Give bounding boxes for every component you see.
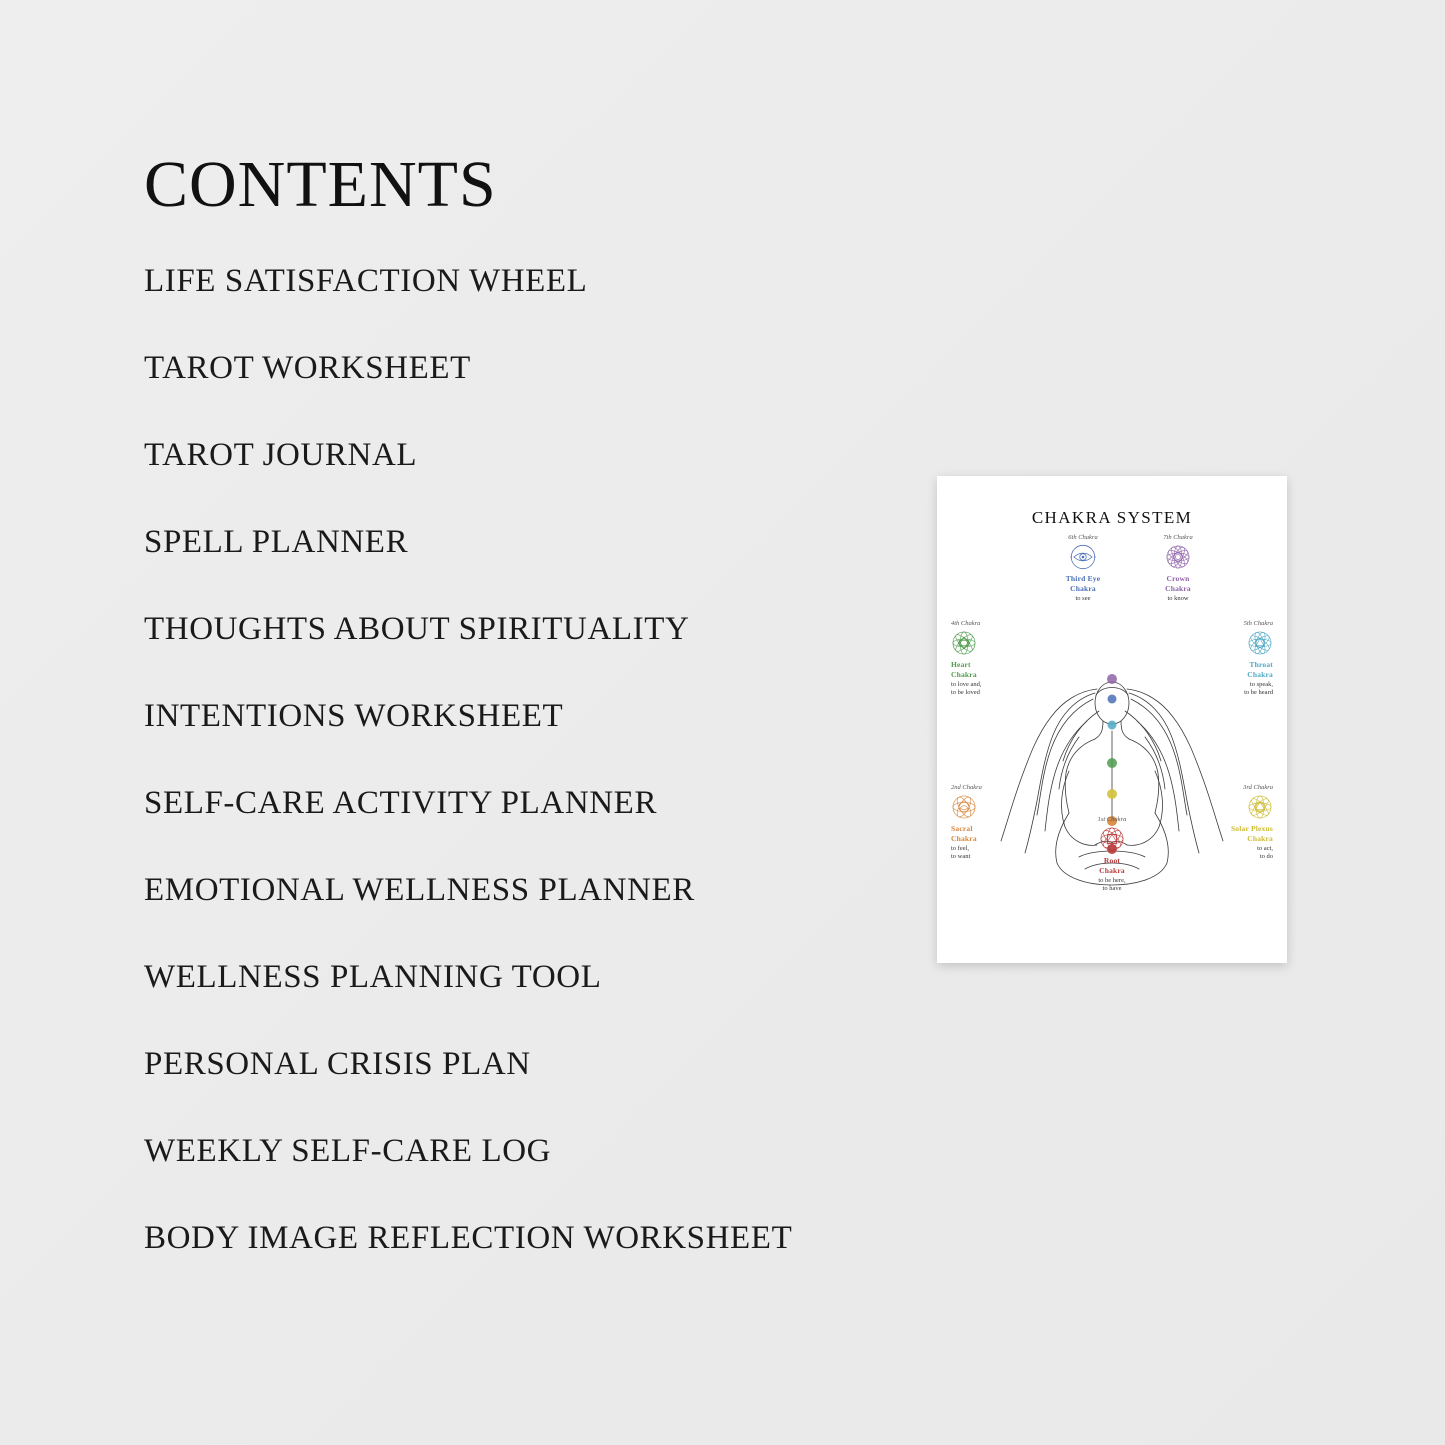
solar-plexus-chakra-dot: [1107, 789, 1117, 799]
poster-title: CHAKRA SYSTEM: [1031, 508, 1193, 527]
label-third-eye-chakra: 6th Chakra Third Eye Chakra to see: [1065, 534, 1101, 602]
label-root-chakra: 1st Chakra Root Chakra to be here, to have: [1097, 816, 1127, 892]
list-item[interactable]: BODY IMAGE REFLECTION WORKSHEET: [144, 1220, 793, 1257]
heart-chakra-dot: [1107, 758, 1117, 768]
list-item[interactable]: INTENTIONS WORKSHEET: [144, 698, 564, 735]
list-item[interactable]: LIFE SATISFACTION WHEEL: [144, 263, 588, 300]
crown-chakra-dot: [1107, 674, 1117, 684]
label-solar-plexus-chakra: 3rd Chakra Solar Plexus Chakra to act, to do: [1230, 784, 1273, 860]
list-item[interactable]: SPELL PLANNER: [144, 524, 409, 561]
sacral-chakra-icon: [951, 794, 977, 820]
list-item[interactable]: TAROT JOURNAL: [144, 437, 418, 474]
list-item[interactable]: PERSONAL CRISIS PLAN: [144, 1046, 531, 1083]
root-chakra-icon: [1099, 826, 1125, 852]
list-item[interactable]: WELLNESS PLANNING TOOL: [144, 959, 602, 996]
crown-chakra-icon: [1165, 544, 1191, 570]
list-item[interactable]: EMOTIONAL WELLNESS PLANNER: [144, 872, 695, 909]
throat-chakra-dot: [1108, 721, 1117, 730]
third-eye-chakra-icon: [1070, 544, 1096, 570]
list-item[interactable]: SELF-CARE ACTIVITY PLANNER: [144, 785, 658, 822]
list-item[interactable]: TAROT WORKSHEET: [144, 350, 471, 387]
page-title: CONTENTS: [144, 148, 497, 221]
third-eye-chakra-dot: [1108, 695, 1117, 704]
label-throat-chakra: 5th Chakra Throat Chakra to speak, to be heard: [1243, 620, 1273, 696]
label-heart-chakra: 4th Chakra Heart Chakra to love and, to be loved: [951, 620, 982, 696]
label-sacral-chakra: 2nd Chakra Sacral Chakra to feel, to want: [951, 784, 982, 860]
label-crown-chakra: 7th Chakra Crown Chakra to know: [1163, 534, 1193, 602]
contents-column: [144, 150, 884, 1257]
chakra-system-poster: [937, 476, 1287, 963]
heart-chakra-icon: [951, 630, 977, 656]
solar-plexus-chakra-icon: [1247, 794, 1273, 820]
list-item[interactable]: THOUGHTS ABOUT SPIRITUALITY: [144, 611, 690, 648]
list-item[interactable]: WEEKLY SELF-CARE LOG: [144, 1133, 552, 1170]
table-of-contents: [144, 263, 884, 1257]
throat-chakra-icon: [1247, 630, 1273, 656]
